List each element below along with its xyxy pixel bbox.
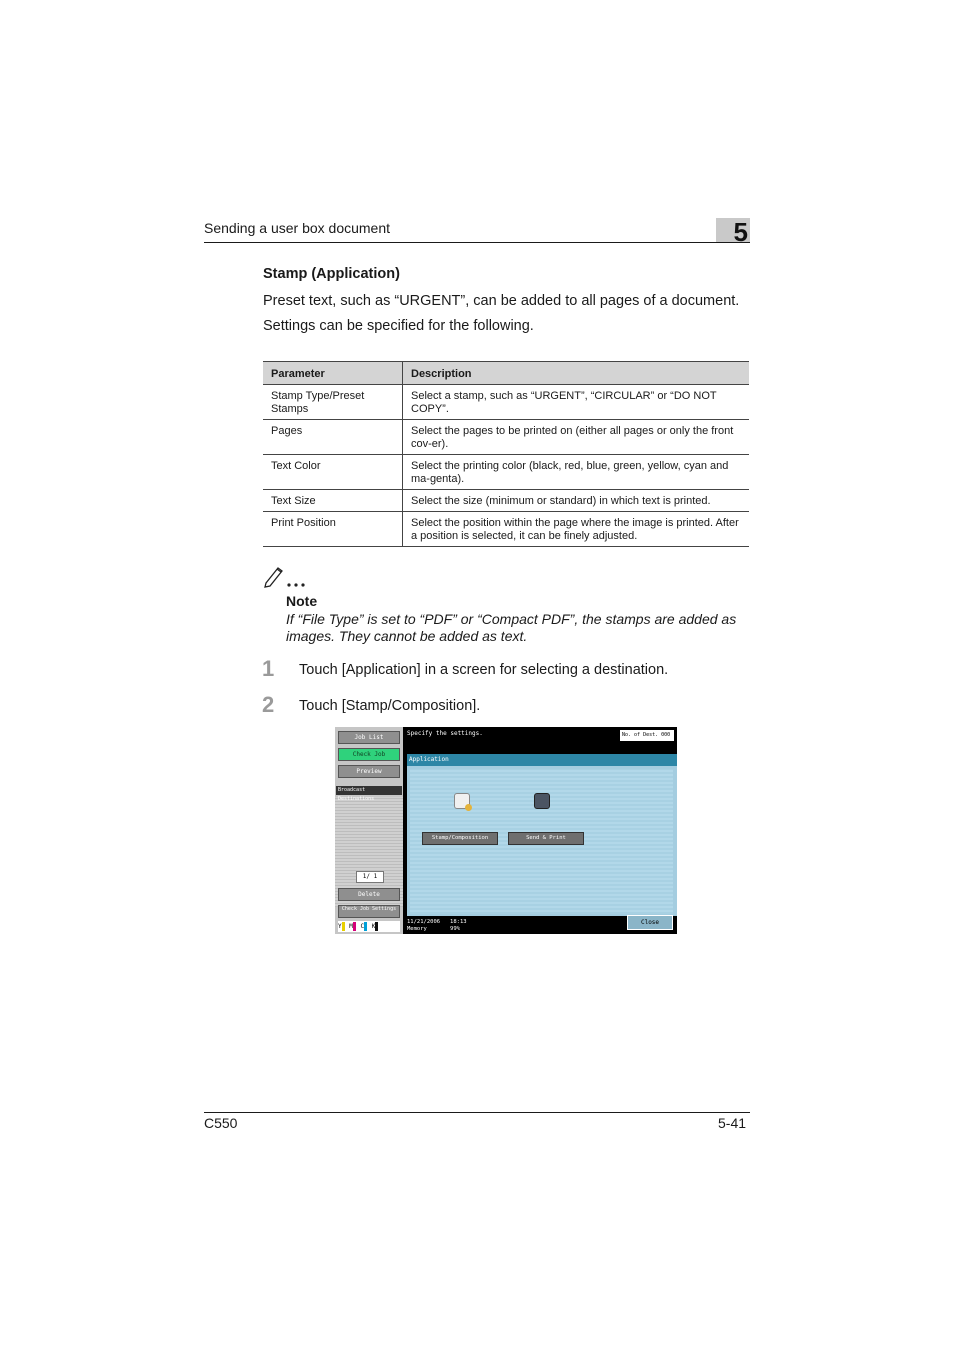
control-panel-screenshot bbox=[335, 727, 677, 934]
toner-bar-black bbox=[375, 922, 378, 931]
table-row bbox=[263, 385, 749, 420]
description-cell: Select a stamp, such as “URGENT”, “CIRCULAR” or “DO NOT COPY”. bbox=[403, 385, 750, 420]
check-job-button[interactable]: Check Job bbox=[338, 748, 400, 761]
stamp-composition-button[interactable]: Stamp/Composition bbox=[422, 832, 498, 845]
toner-bar-magenta bbox=[353, 922, 356, 931]
step-text: Touch [Application] in a screen for selecting a destination. bbox=[299, 662, 669, 678]
column-header-description: Description bbox=[403, 362, 750, 385]
toner-level-indicator bbox=[338, 921, 400, 932]
description-cell: Select the position within the page where the image is printed. After a position is selected, it can be finely adjusted. bbox=[403, 512, 750, 547]
toner-label-c: C bbox=[360, 923, 365, 930]
step-number: 2 bbox=[262, 692, 275, 717]
toner-bar-cyan bbox=[364, 922, 367, 931]
description-cell: Select the size (minimum or standard) in which text is printed. bbox=[403, 490, 750, 512]
table-header-row bbox=[263, 362, 749, 385]
step-text: Touch [Stamp/Composition]. bbox=[299, 698, 481, 714]
send-print-button[interactable]: Send & Print bbox=[508, 832, 584, 845]
preview-button[interactable]: Preview bbox=[338, 765, 400, 778]
chapter-tab bbox=[716, 217, 750, 247]
page-indicator: 1/ 1 bbox=[356, 871, 384, 883]
table-row bbox=[263, 490, 749, 512]
send-print-icon bbox=[534, 793, 550, 809]
intro-paragraph: Preset text, such as “URGENT”, can be added to all pages of a document. bbox=[263, 293, 740, 309]
step-number: 1 bbox=[262, 656, 275, 681]
table-row bbox=[263, 455, 749, 490]
close-button[interactable]: Close bbox=[627, 915, 673, 930]
header-rule bbox=[204, 242, 750, 243]
application-title: Application bbox=[407, 754, 677, 766]
intro-paragraph: Settings can be specified for the following. bbox=[263, 318, 534, 334]
toner-label-k: K bbox=[371, 923, 376, 930]
parameter-cell: Text Color bbox=[263, 455, 403, 490]
footer-rule bbox=[204, 1112, 750, 1113]
footer-model: C550 bbox=[204, 1115, 238, 1131]
toner-label-m: M bbox=[349, 923, 353, 930]
footer-page-number: 5-41 bbox=[718, 1115, 747, 1131]
application-panel bbox=[407, 754, 677, 916]
left-panel bbox=[335, 727, 403, 934]
broadcast-destinations-label: Broadcast Destinations bbox=[336, 786, 402, 795]
note-text: If “File Type” is set to “PDF” or “Compact PDF”, the stamps are added as images. They cannot be added as text. bbox=[286, 611, 737, 644]
section-heading: Stamp (Application) bbox=[263, 266, 400, 282]
table-row bbox=[263, 420, 749, 455]
job-list-button[interactable]: Job List bbox=[338, 731, 400, 744]
destination-counter: No. of Dest. 000 bbox=[620, 730, 674, 741]
parameter-table bbox=[263, 361, 749, 547]
parameter-cell: Text Size bbox=[263, 490, 403, 512]
column-header-parameter: Parameter bbox=[263, 362, 403, 385]
toner-bar-yellow bbox=[342, 922, 345, 931]
pencil-note-icon bbox=[263, 563, 311, 589]
application-content bbox=[410, 769, 673, 914]
date-time-memory-status: 11/21/2006 18:13 Memory 99% bbox=[407, 919, 467, 932]
main-panel bbox=[405, 727, 677, 934]
delete-button[interactable]: Delete bbox=[338, 888, 400, 901]
check-job-settings-button[interactable]: Check Job Settings bbox=[338, 905, 400, 918]
table-row bbox=[263, 512, 749, 547]
instruction-message: Specify the settings. bbox=[407, 730, 483, 737]
description-cell: Select the pages to be printed on (either all pages or only the front cov-er). bbox=[403, 420, 750, 455]
description-cell: Select the printing color (black, red, blue, green, yellow, cyan and ma-genta). bbox=[403, 455, 750, 490]
toner-label-y: Y bbox=[338, 923, 342, 930]
stamp-composition-icon bbox=[454, 793, 470, 809]
parameter-cell: Stamp Type/Preset Stamps bbox=[263, 385, 403, 420]
parameter-cell: Pages bbox=[263, 420, 403, 455]
parameter-cell: Print Position bbox=[263, 512, 403, 547]
note-label: Note bbox=[286, 593, 318, 609]
chapter-number: 5 bbox=[733, 217, 748, 247]
running-header-title: Sending a user box document bbox=[204, 220, 391, 236]
